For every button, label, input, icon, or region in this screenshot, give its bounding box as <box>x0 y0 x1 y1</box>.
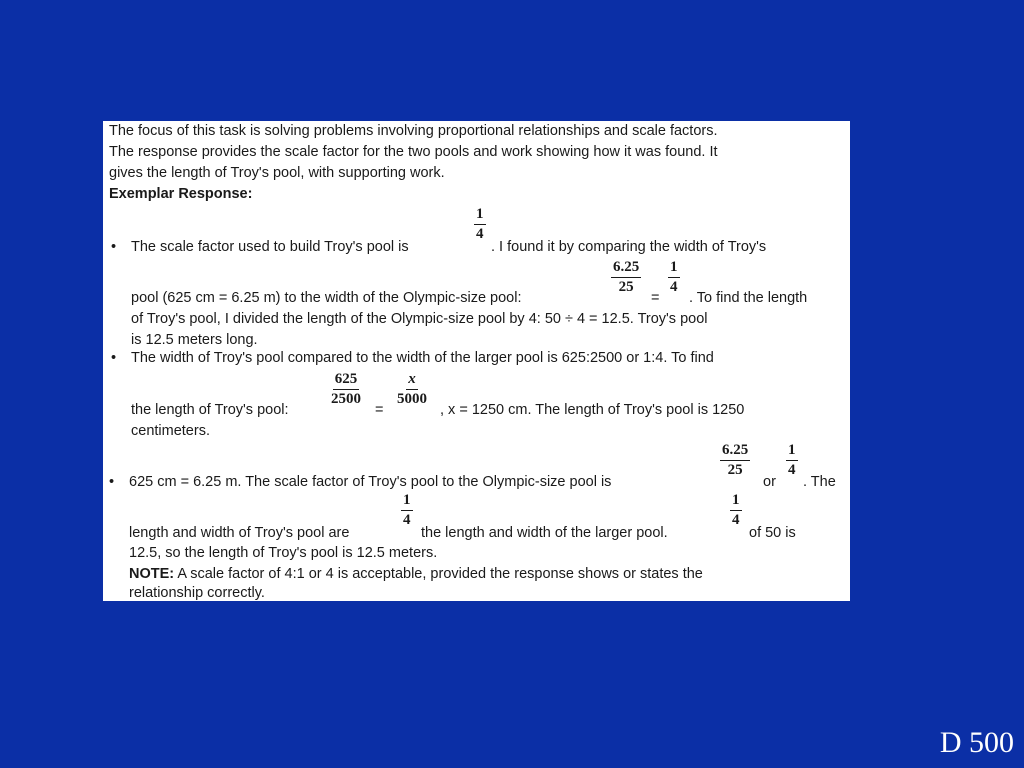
answer-document <box>103 121 850 601</box>
note-line <box>129 564 703 584</box>
fraction-numerator: x <box>406 372 418 390</box>
bullet-2-equals-sign: = <box>375 402 384 418</box>
bullet-1-line-2-tail: . To find the length <box>689 290 808 306</box>
bullet-3-marker: • <box>109 474 115 490</box>
bullet-2-marker: • <box>111 350 117 366</box>
bullet-3-or-word: or <box>763 474 776 490</box>
bullet-2-fraction-625-over-2500 <box>329 372 363 407</box>
slide-label: D 500 <box>939 726 1014 759</box>
bullet-1-marker: • <box>111 239 117 255</box>
bullet-3-fraction-one-fourth-3 <box>730 493 742 528</box>
bullet-2-line-1: The width of Troy's pool compared to the width of the larger pool is 625:2500 or 1:4. To find <box>131 350 714 366</box>
fraction-denominator: 5000 <box>397 391 427 407</box>
bullet-3-line-2-tail: of 50 is <box>749 525 796 541</box>
bullet-3-fraction-6-25-over-25 <box>720 443 750 478</box>
bullet-1-fraction-one-fourth-2 <box>668 260 680 295</box>
note-label: NOTE: <box>129 566 175 582</box>
bullet-1-line-2-text: pool (625 cm = 6.25 m) to the width of the Olympic-size pool: <box>131 290 522 306</box>
fraction-numerator: 1 <box>730 493 742 511</box>
bullet-1-fraction-6-25-over-25 <box>611 260 641 295</box>
bullet-2-fraction-x-over-5000 <box>395 372 429 407</box>
bullet-1-line-1-tail: . I found it by comparing the width of Troy's <box>491 239 767 255</box>
bullet-3-line-2-middle: the length and width of the larger pool. <box>421 525 668 541</box>
fraction-numerator: 625 <box>333 372 360 390</box>
fraction-denominator: 4 <box>732 512 740 528</box>
fraction-denominator: 25 <box>618 279 634 295</box>
note-text: A scale factor of 4:1 or 4 is acceptable, provided the response shows or states the <box>174 566 703 582</box>
bullet-2-line-3: centimeters. <box>131 423 210 439</box>
exemplar-heading: Exemplar Response: <box>109 186 253 202</box>
fraction-numerator: 1 <box>786 443 798 461</box>
bullet-3-line-1-tail: . The <box>803 474 836 490</box>
fraction-numerator: 1 <box>668 260 680 278</box>
bullet-3-fraction-one-fourth-2 <box>401 493 413 528</box>
intro-line-3: gives the length of Troy's pool, with supporting work. <box>109 165 445 181</box>
bullet-3-line-1-text: 625 cm = 6.25 m. The scale factor of Troy's pool to the Olympic-size pool is <box>129 474 612 490</box>
fraction-denominator: 4 <box>476 226 484 242</box>
bullet-1-line-4: is 12.5 meters long. <box>131 332 258 348</box>
fraction-denominator: 2500 <box>331 391 361 407</box>
fraction-denominator: 25 <box>727 462 743 478</box>
bullet-1-line-3: of Troy's pool, I divided the length of the Olympic-size pool by 4: 50 ÷ 4 = 12.5. Troy's pool <box>131 311 708 327</box>
bullet-3-line-5: relationship correctly. <box>129 585 265 601</box>
bullet-2-line-2-text: the length of Troy's pool: <box>131 402 289 418</box>
bullet-3-line-2-text: length and width of Troy's pool are <box>129 525 350 541</box>
bullet-2-line-2-tail: , x = 1250 cm. The length of Troy's pool is 1250 <box>440 402 745 418</box>
intro-line-1: The focus of this task is solving problems involving proportional relationships and scale factors. <box>109 123 718 139</box>
bullet-1-line-1-text: The scale factor used to build Troy's pool is <box>131 239 409 255</box>
intro-line-2: The response provides the scale factor for the two pools and work showing how it was found. It <box>109 144 718 160</box>
bullet-3-line-3: 12.5, so the length of Troy's pool is 12.5 meters. <box>129 545 438 561</box>
fraction-numerator: 1 <box>401 493 413 511</box>
fraction-denominator: 4 <box>788 462 796 478</box>
fraction-numerator: 1 <box>474 207 486 225</box>
fraction-denominator: 4 <box>403 512 411 528</box>
fraction-denominator: 4 <box>670 279 678 295</box>
bullet-1-fraction-one-fourth <box>474 207 486 242</box>
bullet-1-equals-sign: = <box>651 290 660 306</box>
fraction-numerator: 6.25 <box>611 260 641 278</box>
bullet-3-fraction-one-fourth <box>786 443 798 478</box>
fraction-numerator: 6.25 <box>720 443 750 461</box>
